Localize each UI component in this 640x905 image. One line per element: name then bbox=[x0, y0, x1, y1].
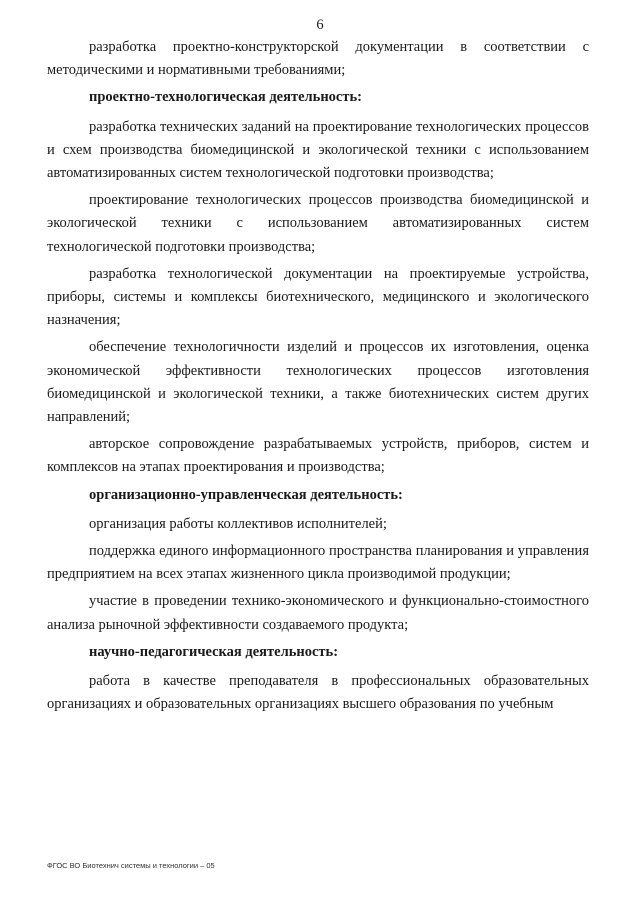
paragraph: разработка технических заданий на проектирование технологических процессов и схем производства биомедицинской и экологической техники с использованием автоматизированных систем технологической подготовки производства; bbox=[47, 118, 589, 182]
paragraph: поддержка единого информационного пространства планирования и управления предприятием на всех этапах жизненного цикла производимой продукции; bbox=[47, 543, 589, 583]
paragraph: участие в проведении технико-экономического и функционально-стоимостного анализа рыночной эффективности создаваемого продукта; bbox=[47, 593, 589, 633]
section-heading: научно-педагогическая деятельность: bbox=[89, 643, 339, 660]
paragraph: работа в качестве преподавателя в профессиональных образовательных организациях и образовательных организациях высшего образования по учебным bbox=[47, 673, 589, 713]
paragraph: разработка технологической документации на проектируемые устройства, приборы, системы и комплексы биотехнического, медицинского и экологического назначения; bbox=[47, 265, 589, 329]
page-number: 6 bbox=[316, 17, 324, 33]
section-heading: организационно-управленческая деятельность: bbox=[89, 486, 403, 503]
page-footer: ФГОС ВО Биотехнич системы и технологии – 05 bbox=[47, 861, 215, 870]
document-body bbox=[47, 36, 589, 720]
paragraph: разработка проектно-конструкторской документации в соответствии с методическими и нормативными требованиями; bbox=[47, 39, 589, 79]
paragraph: организация работы коллективов исполнителей; bbox=[89, 515, 387, 532]
paragraph: авторское сопровождение разрабатываемых устройств, приборов, систем и комплексов на этапах проектирования и производства; bbox=[47, 436, 589, 476]
paragraph: проектирование технологических процессов производства биомедицинской и экологической техники с использованием автоматизированных систем технологической подготовки производства; bbox=[47, 192, 589, 255]
paragraph: обеспечение технологичности изделий и процессов их изготовления, оценка экономической эффективности технологических процессов изготовления биомедицинской и экологической техники, а также биотехнических систем других направлений; bbox=[47, 339, 589, 426]
section-heading: проектно-технологическая деятельность: bbox=[89, 89, 362, 106]
